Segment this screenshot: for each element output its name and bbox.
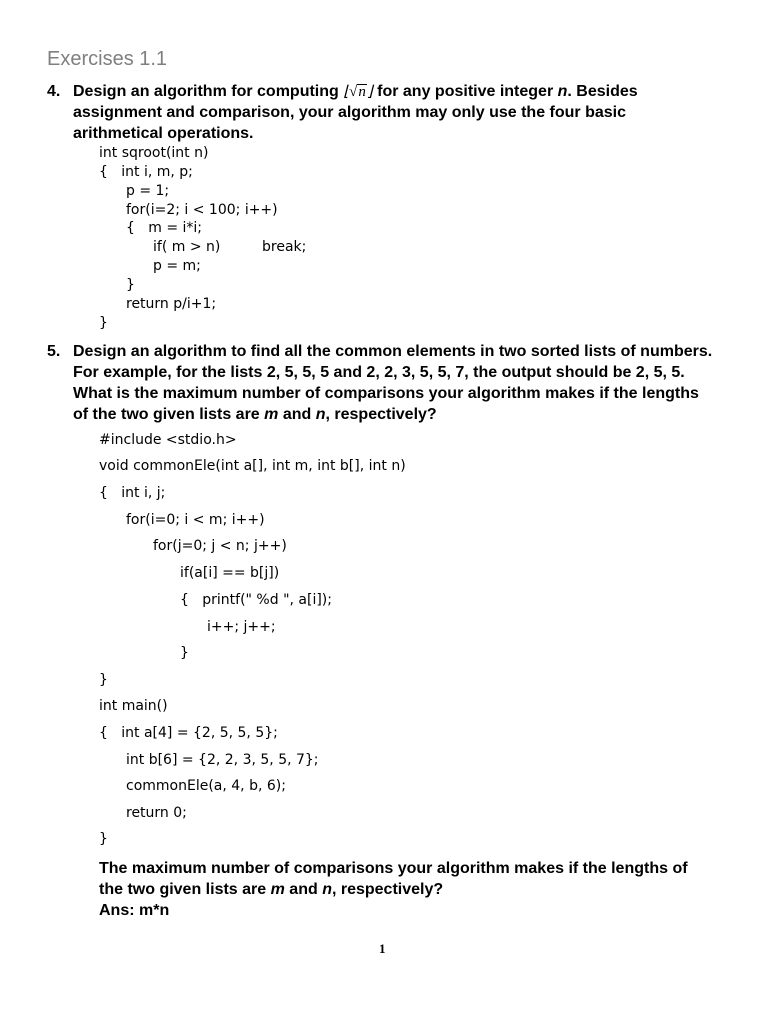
answer-text: Ans: m*n — [99, 902, 170, 919]
code-line: for(j=0; j < n; j++) — [153, 538, 287, 554]
code-line: return 0; — [126, 805, 187, 821]
code-line: } — [99, 672, 108, 688]
code-line: void commonEle(int a[], int m, int b[], int n) — [99, 458, 406, 474]
code-line: { int i, m, p; — [99, 164, 193, 180]
question-5-line-2: For example, for the lists 2, 5, 5, 5 and 2, 2, 3, 5, 5, 7, the output should be 2, 5, 5. — [73, 364, 685, 381]
radicand: n — [358, 84, 366, 100]
text: and — [278, 406, 316, 423]
code-line: commonEle(a, 4, b, 6); — [126, 778, 286, 794]
code-line: i++; j++; — [207, 619, 276, 635]
code-line: p = m; — [153, 258, 201, 274]
text: the two given lists are — [99, 881, 271, 898]
text: , respectively? — [325, 406, 437, 423]
code-line: if(a[i] == b[j]) — [180, 565, 280, 581]
code-line: int b[6] = {2, 2, 3, 5, 5, 7}; — [126, 752, 319, 768]
code-line: p = 1; — [126, 183, 170, 199]
code-line: break; — [262, 239, 307, 255]
code-line: { printf(" %d ", a[i]); — [180, 592, 332, 608]
question-4-line-1 — [73, 81, 638, 103]
question-5-line-4 — [73, 404, 437, 425]
question-4-number: 4. — [47, 83, 61, 100]
question-5-line-1: Design an algorithm to find all the common elements in two sorted lists of numbers. — [73, 343, 713, 360]
code-line: } — [99, 315, 108, 331]
text: and — [284, 881, 323, 898]
question-4-text-b: for any positive integer — [372, 83, 558, 100]
code-line: int sqroot(int n) — [99, 145, 209, 161]
code-line: } — [99, 831, 108, 847]
question-4-line-2: assignment and comparison, your algorithm may only use the four basic — [73, 104, 627, 121]
text: of the two given lists are — [73, 406, 265, 423]
code-line: { m = i*i; — [126, 220, 203, 236]
variable-n: n — [315, 406, 326, 423]
floor-sqrt-formula — [343, 84, 372, 100]
code-line: } — [180, 645, 189, 661]
variable-n: n — [322, 881, 332, 898]
question-4-line-3: arithmetical operations. — [73, 125, 254, 142]
question-5-number: 5. — [47, 343, 61, 360]
page-title: Exercises 1.1 — [47, 48, 168, 70]
code-line: return p/i+1; — [126, 296, 217, 312]
answer-line-2 — [99, 879, 443, 900]
question-4-text-a: Design an algorithm for computing — [73, 83, 344, 100]
variable-n: n — [557, 83, 568, 100]
page-number: 1 — [379, 941, 386, 956]
text: , respectively? — [331, 881, 444, 898]
question-5-line-3: What is the maximum number of comparisons your algorithm makes if the lengths — [73, 385, 699, 402]
variable-m: m — [270, 881, 285, 898]
code-line: if( m > n) — [153, 239, 221, 255]
floor-right: ⌋ — [366, 84, 373, 100]
sqrt-sign: √ — [349, 84, 358, 100]
code-line: for(i=2; i < 100; i++) — [126, 202, 278, 218]
code-line: } — [126, 277, 135, 293]
code-line: #include <stdio.h> — [99, 432, 237, 448]
answer-line-1: The maximum number of comparisons your algorithm makes if the lengths of — [99, 860, 688, 877]
code-line: for(i=0; i < m; i++) — [126, 512, 265, 528]
floor-left: ⌊ — [343, 84, 350, 100]
variable-m: m — [264, 406, 279, 423]
code-line: { int i, j; — [99, 485, 166, 501]
code-line: { int a[4] = {2, 5, 5, 5}; — [99, 725, 278, 741]
question-4-text-c: . Besides — [567, 83, 638, 100]
code-line: int main() — [99, 698, 168, 714]
